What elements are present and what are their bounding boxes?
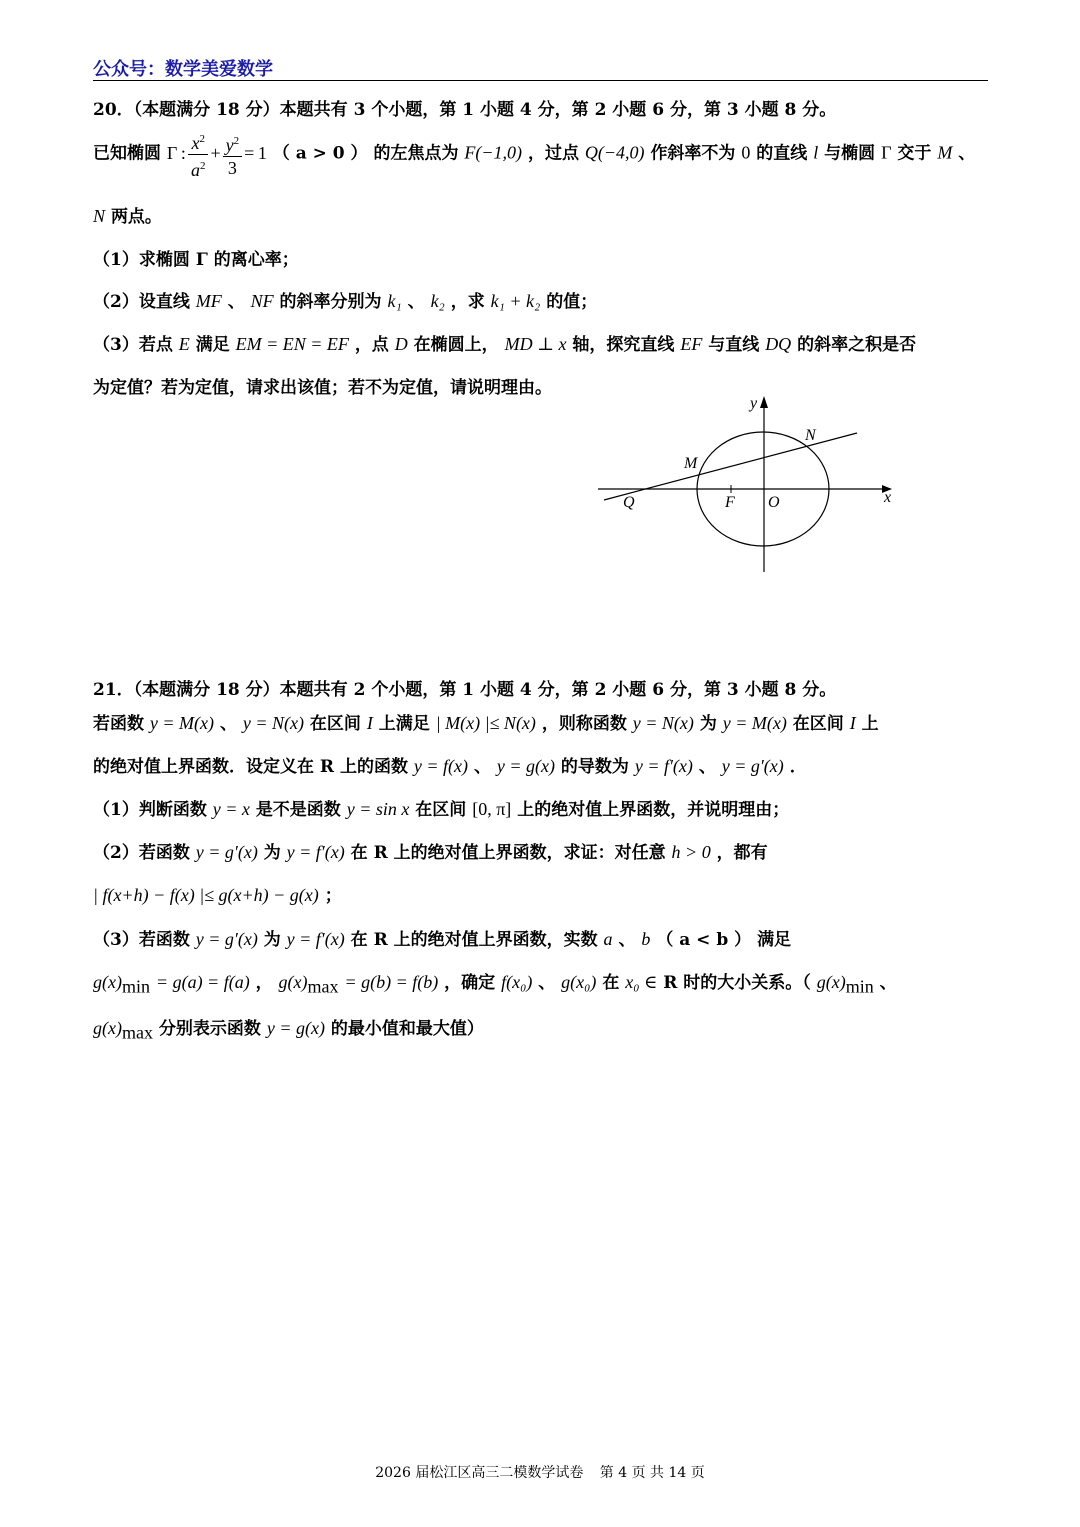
q20-text: 两点。 [110,207,162,227]
line-l: l [813,142,819,163]
q20-text: 、 [227,292,245,312]
q20-text: 作斜率不为 [650,143,736,164]
slope-zero: 0 [741,142,751,163]
q20-text: 交于 [897,143,932,164]
real-b: b [641,929,651,949]
interval-I: I [849,713,856,733]
label-M: M [684,455,698,472]
q21-part1 [93,795,789,820]
interval-I: I [366,713,373,733]
focus-F: F(−1,0) [464,142,523,163]
slope-sum: k₁ + k₂ [490,291,541,311]
a-less-b: （ a < b ） [656,930,752,950]
y-axis-arrow [760,396,768,408]
derivative-f: y = f′(x) [634,756,693,776]
q21-text: 为 [263,843,281,863]
line-EF: EF [680,334,703,354]
q21-text: 、 [473,757,491,777]
func-N: y = N(x) [632,713,694,733]
q21-text: 在 R 上的绝对值上界函数，实数 [350,930,598,950]
q20-part1: （1）求椭圆 Γ 的离心率； [93,250,299,270]
q20-text: 与椭圆 [824,143,876,164]
func-g: y = g(x) [266,1018,325,1038]
header-divider [93,80,988,81]
h-positive: h > 0 [671,842,711,862]
label-O: O [768,494,780,511]
min-equation: = g(a) = f(a) [155,972,250,992]
exam-name: 2026 届松江区高三二模数学试卷 [375,1465,584,1481]
g-max: g(x) [278,972,308,992]
q21-text: ，则称函数 [541,714,627,734]
line-NF: NF [250,291,274,311]
q21-text: 的绝对值上界函数．设定义在 R 上的函数 [93,757,408,777]
q21-text: 在区间 [309,714,361,734]
q20-statement-line1 [93,128,975,181]
q20-text: ，过点 [527,143,579,164]
point-Q: Q(−4,0) [584,142,645,163]
q21-text: 上的绝对值上界函数，并说明理由； [517,800,790,820]
derivative-f: y = f′(x) [286,842,345,862]
q21-text: 在 [602,973,620,993]
point-E: E [178,334,190,354]
q20-text: 的直线 [756,143,808,164]
derivative-f: y = f′(x) [286,929,345,949]
q20-part2 [93,287,597,312]
q21-part3 [93,925,791,950]
q20-text: 的值； [546,292,598,312]
max-subscript: max [307,976,339,997]
g-min: g(x) [816,972,846,992]
ellipse-figure [590,392,910,577]
q21-text: 、 [879,973,897,993]
func-N: y = N(x) [242,713,304,733]
g-min: g(x) [93,972,122,992]
q21-part3-line3 [93,1014,484,1043]
gamma-symbol: Γ [881,142,892,163]
q20-text: 、 [958,143,976,164]
q21-text: ； [324,886,342,906]
q21-text: ，都有 [716,843,768,863]
equal-distances: EM = EN = EF [235,334,349,354]
q21-text: 上 [861,714,879,734]
max-subscript: max [121,1022,153,1043]
real-a: a [603,929,613,949]
q20-condition: （ a > 0 ） [272,143,368,164]
q20-statement-line2 [93,202,162,227]
label-F: F [725,494,735,511]
label-Q: Q [623,494,635,511]
func-f: y = f(x) [413,756,469,776]
q20-text: （2）设直线 [93,292,190,312]
q20-text: 的斜率分别为 [279,292,382,312]
max-equation: = g(b) = f(b) [344,972,439,992]
q20-text: 、 [407,292,425,312]
point-M: M [937,142,953,163]
q20-text: 满足 [195,335,230,355]
derivative-g: y = g′(x) [195,842,258,862]
q21-part2 [93,838,768,863]
q20-part3 [93,330,916,355]
q21-text: 若函数 [93,714,144,734]
q21-text: 上满足 [378,714,430,734]
func-identity: y = x [212,799,250,819]
q21-text: ，确定 [444,973,496,993]
q21-part3-line2 [93,968,897,997]
page-number: 第 4 页 共 14 页 [599,1465,705,1481]
q21-text: 、 [219,714,237,734]
q21-text: 分别表示函数 [158,1019,261,1039]
f-x0: f(x₀) [501,972,533,992]
q21-text: 为 [263,930,281,950]
func-M: y = M(x) [149,713,215,733]
line-MF: MF [195,291,222,311]
q21-text: 为 [699,714,717,734]
q21-text: （3）若函数 [93,930,190,950]
q21-text: 的最小值和最大值） [330,1019,484,1039]
min-subscript: min [121,976,150,997]
slope-k1: k₁ [387,291,402,311]
q21-text: 的导数为 [560,757,629,777]
min-subscript: min [845,976,874,997]
line-DQ: DQ [765,334,792,354]
q21-text: （1）判断函数 [93,800,207,820]
q20-text: ，求 [450,292,485,312]
increment-inequality: | f(x+h) − f(x) |≤ g(x+h) − g(x) [93,885,319,905]
point-D: D [394,334,408,354]
q21-text: R 时的大小关系。（ [663,973,811,993]
page-footer [0,1462,1080,1482]
q21-text: 、 [698,757,716,777]
func-M: y = M(x) [722,713,787,733]
q21-text: 在 R 上的绝对值上界函数，求证：对任意 [350,843,666,863]
g-max: g(x) [93,1018,122,1038]
x0-in: x₀ ∈ [625,972,658,992]
q21-statement-line1 [93,709,879,734]
g-x0: g(x₀) [561,972,597,992]
label-N: N [805,427,816,444]
point-N: N [93,206,106,226]
q21-text: （2）若函数 [93,843,190,863]
q21-text: 满足 [757,930,792,950]
q21-part2-inequality [93,881,342,906]
label-y: y [750,395,758,412]
derivative-g: y = g′(x) [195,929,258,949]
abs-inequality: | M(x) |≤ N(x) [435,713,536,733]
q21-text: ． [789,757,807,777]
q20-text: 在椭圆上， [413,335,499,355]
q21-text: ， [255,973,273,993]
q21-text: 在区间 [415,800,467,820]
derivative-g: y = g′(x) [721,756,784,776]
q20-part3-line2: 为定值？若为定值，请求出该值；若不为定值，请说明理由。 [93,378,552,398]
slope-k2: k₂ [430,291,445,311]
q21-text: 、 [538,973,556,993]
func-g: y = g(x) [496,756,555,776]
interval-0-pi: [0, π] [472,799,512,819]
q21-text: 在区间 [792,714,844,734]
q20-text: 已知椭圆 [93,143,161,164]
q20-text: 的斜率之积是否 [797,335,917,355]
q21-title: 21．（本题满分 18 分）本题共有 2 个小题，第 1 小题 4 分，第 2 小题 6 分，第 3 小题 8 分。 [93,680,837,700]
func-sin: y = sin x [346,799,410,819]
q21-statement-line2 [93,752,807,777]
q20-text: 与直线 [708,335,760,355]
q20-text: ，点 [354,335,389,355]
q20-title: 20．（本题满分 18 分）本题共有 3 个小题，第 1 小题 4 分，第 2 小题 6 分，第 3 小题 8 分。 [93,100,837,120]
q20-text: 的左焦点为 [373,143,459,164]
ellipse-equation: Γ : $\frac{x^2}{a^2}$ + $\frac{y^2}{3}$ = 1 [167,143,267,163]
q21-text: 是不是函数 [255,800,341,820]
q21-text: 、 [618,930,636,950]
q20-text: （3）若点 [93,335,173,355]
q20-text: 轴，探究直线 [572,335,675,355]
perpendicular-condition: MD ⊥ x [504,334,567,354]
source-header: 公众号：数学美爱数学 [93,59,273,80]
label-x: x [884,489,892,506]
